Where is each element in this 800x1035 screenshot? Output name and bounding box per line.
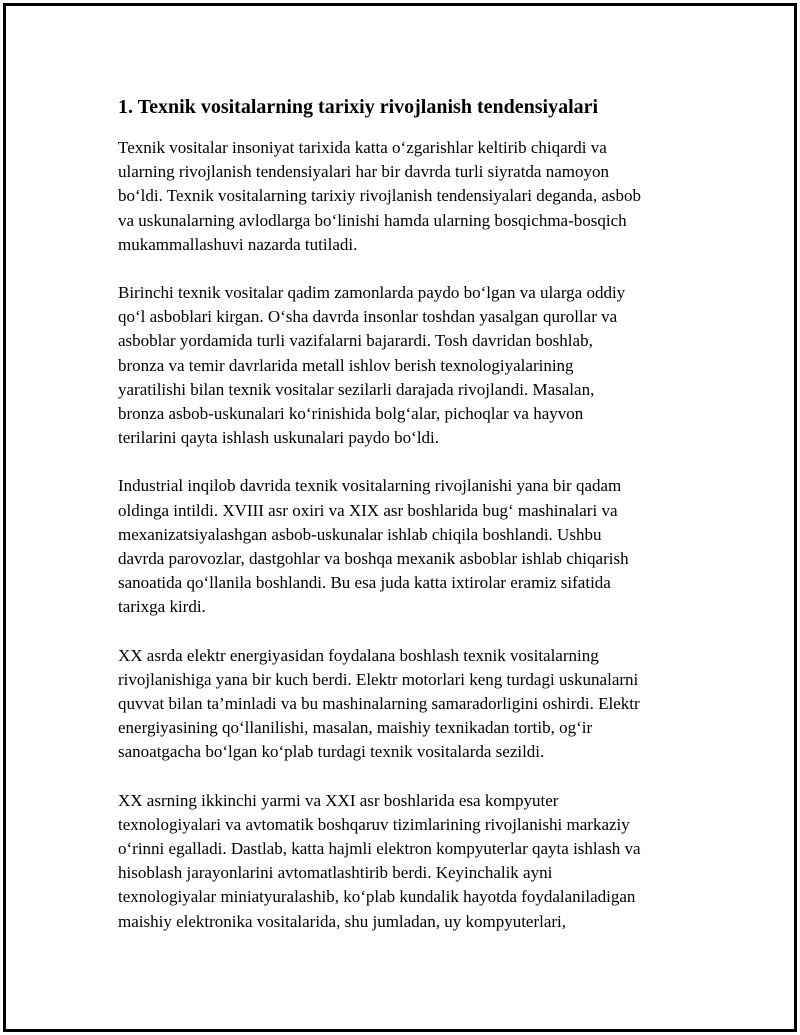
paragraph-industrial-revolution: Industrial inqilob davrida texnik vositalarning rivojlanishi yana bir qadam oldinga intildi. XVIII asr oxiri va XIX asr boshlarida bug‘ mashinalari va mexanizatsiyalashgan asbob-uskunalar ishlab chiqila boshlandi. Ushbu davrda parovozlar, dastgohlar va boshqa mexanik asboblar ishlab chiqarish sanoatida qo‘llanila boshlandi. Bu esa juda katta ixtirolar eramiz sifatida tarixga kirdi. xyxy=(118,476,629,617)
paragraph-electricity: XX asrda elektr energiyasidan foydalana boshlash texnik vositalarning rivojlanishiga yana bir kuch berdi. Elektr motorlari keng turdagi uskunalarni quvvat bilan ta’minladi va bu mashinalarning samaradorligini oshirdi. Elektr energiyasining qo‘llanilishi, masalan, maishiy texnikadan tortib, og‘ir sanoatgacha bo‘lgan ko‘plab turdagi texnik vositalarda sezildi. xyxy=(118,645,640,762)
paragraph-computers: XX asrning ikkinchi yarmi va XXI asr boshlarida esa kompyuter texnologiyalari va avtomatik boshqaruv tizimlarining rivojlanishi markaziy o‘rinni egalladi. Dastlab, katta hajmli elektron kompyuterlar qayta ishlash va hisoblash jarayonlarini avtomatlashtirib berdi. Keyinchalik ayni texnologiyalar miniatyuralashib, ko‘plab kundalik hayotda foydalaniladigan maishiy elektronika vositalarida, shu jumladan, uy kompyuterlari, xyxy=(118,790,641,931)
paragraph-intro: Texnik vositalar insoniyat tarixida katta o‘zgarishlar keltirib chiqardi va ularning rivojlanish tendensiyalari har bir davrda turli siyratda namoyon bo‘ldi. Texnik vositalarning tarixiy rivojlanish tendensiyalari deganda, asbob va uskunalarning avlodlarga bo‘linishi hamda ularning bosqichma-bosqich mukammallashuvi nazarda tutiladi. xyxy=(118,138,642,254)
paragraph-ancient-tools: Birinchi texnik vositalar qadim zamonlarda paydo bo‘lgan va ularga oddiy qo‘l asboblari kirgan. O‘sha davrda insonlar toshdan yasalgan qurollar va asboblar yordamida turli vazifalarni bajarardi. Tosh davridan boshlab, bronza va temir davrlarida metall ishlov berish texnologiyalarining yaratilishi bilan texnik vositalar sezilarli darajada rivojlandi. Masalan, bronza asbob-uskunalari ko‘rinishida bolg‘alar, pichoqlar va hayvon terilarini qayta ishlash uskunalari paydo bo‘ldi. xyxy=(118,283,626,448)
document-body xyxy=(118,92,686,958)
section-heading: 1. Texnik vositalarning tarixiy rivojlanish tendensiyalari xyxy=(118,96,599,118)
